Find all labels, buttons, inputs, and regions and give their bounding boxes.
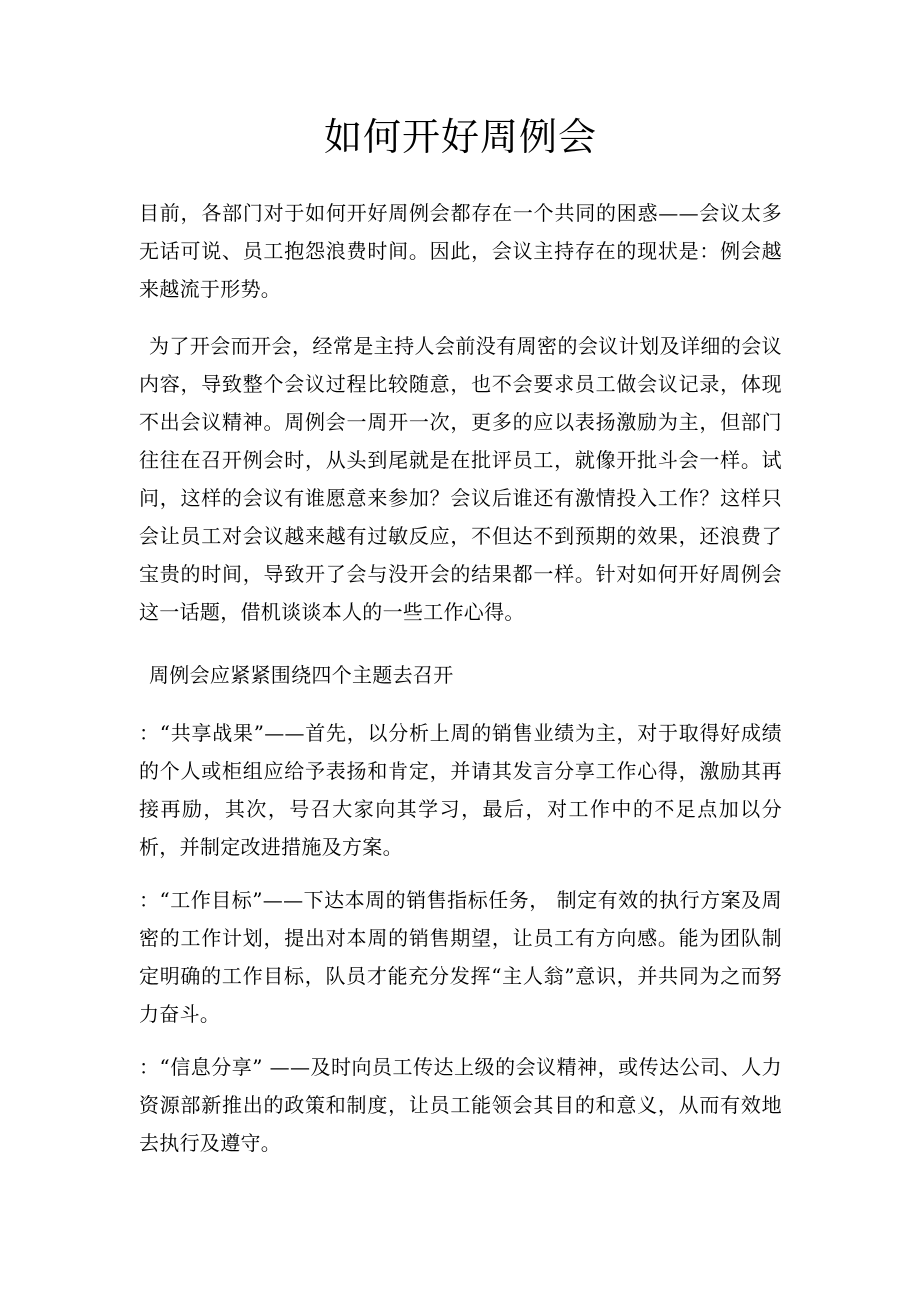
paragraph-theme-share-results: ：“共享战果”——首先，以分析上周的销售业绩为主，对于取得好成绩的个人或柜组应给予表扬和肯定，并请其发言分享工作心得，激励其再接再励，其次，号召大家向其学习，最后，对工作中的不足点加以分析，并制定改进措施及方案。 xyxy=(139,721,782,859)
section-heading-four-themes: 周例会应紧紧围绕四个主题去召开 xyxy=(149,663,454,687)
paragraph-theme-work-goals: ：“工作目标”——下达本周的销售指标任务， 制定有效的执行方案及周密的工作计划，提出对本周的销售期望，让员工有方向感。能为团队制定明确的工作目标，队员才能充分发挥“主人翁”意识，并共同为之而努力奋斗。 xyxy=(139,888,782,1026)
paragraph-theme-info-sharing: ：“信息分享” ——及时向员工传达上级的会议精神，或传达公司、人力资源部新推出的政策和制度，让员工能领会其目的和意义，从而有效地去执行及遵守。 xyxy=(139,1055,782,1155)
paragraph-intro: 目前，各部门对于如何开好周例会都存在一个共同的困惑——会议太多无话可说、员工抱怨浪费时间。因此，会议主持存在的现状是：例会越来越流于形势。 xyxy=(139,201,782,301)
paragraph-problem: 为了开会而开会，经常是主持人会前没有周密的会议计划及详细的会议内容，导致整个会议过程比较随意，也不会要求员工做会议记录，体现不出会议精神。周例会一周开一次，更多的应以表扬激励为主，但部门往往在召开例会时，从头到尾就是在批评员工，就像开批斗会一样。试问，这样的会议有谁愿意来参加？会议后谁还有激情投入工作？这样只会让员工对会议越来越有过敏反应，不但达不到预期的效果，还浪费了宝贵的时间，导致开了会与没开会的结果都一样。针对如何开好周例会这一话题，借机谈谈本人的一些工作心得。 xyxy=(139,334,782,624)
document-title: 如何开好周例会 xyxy=(323,115,597,159)
